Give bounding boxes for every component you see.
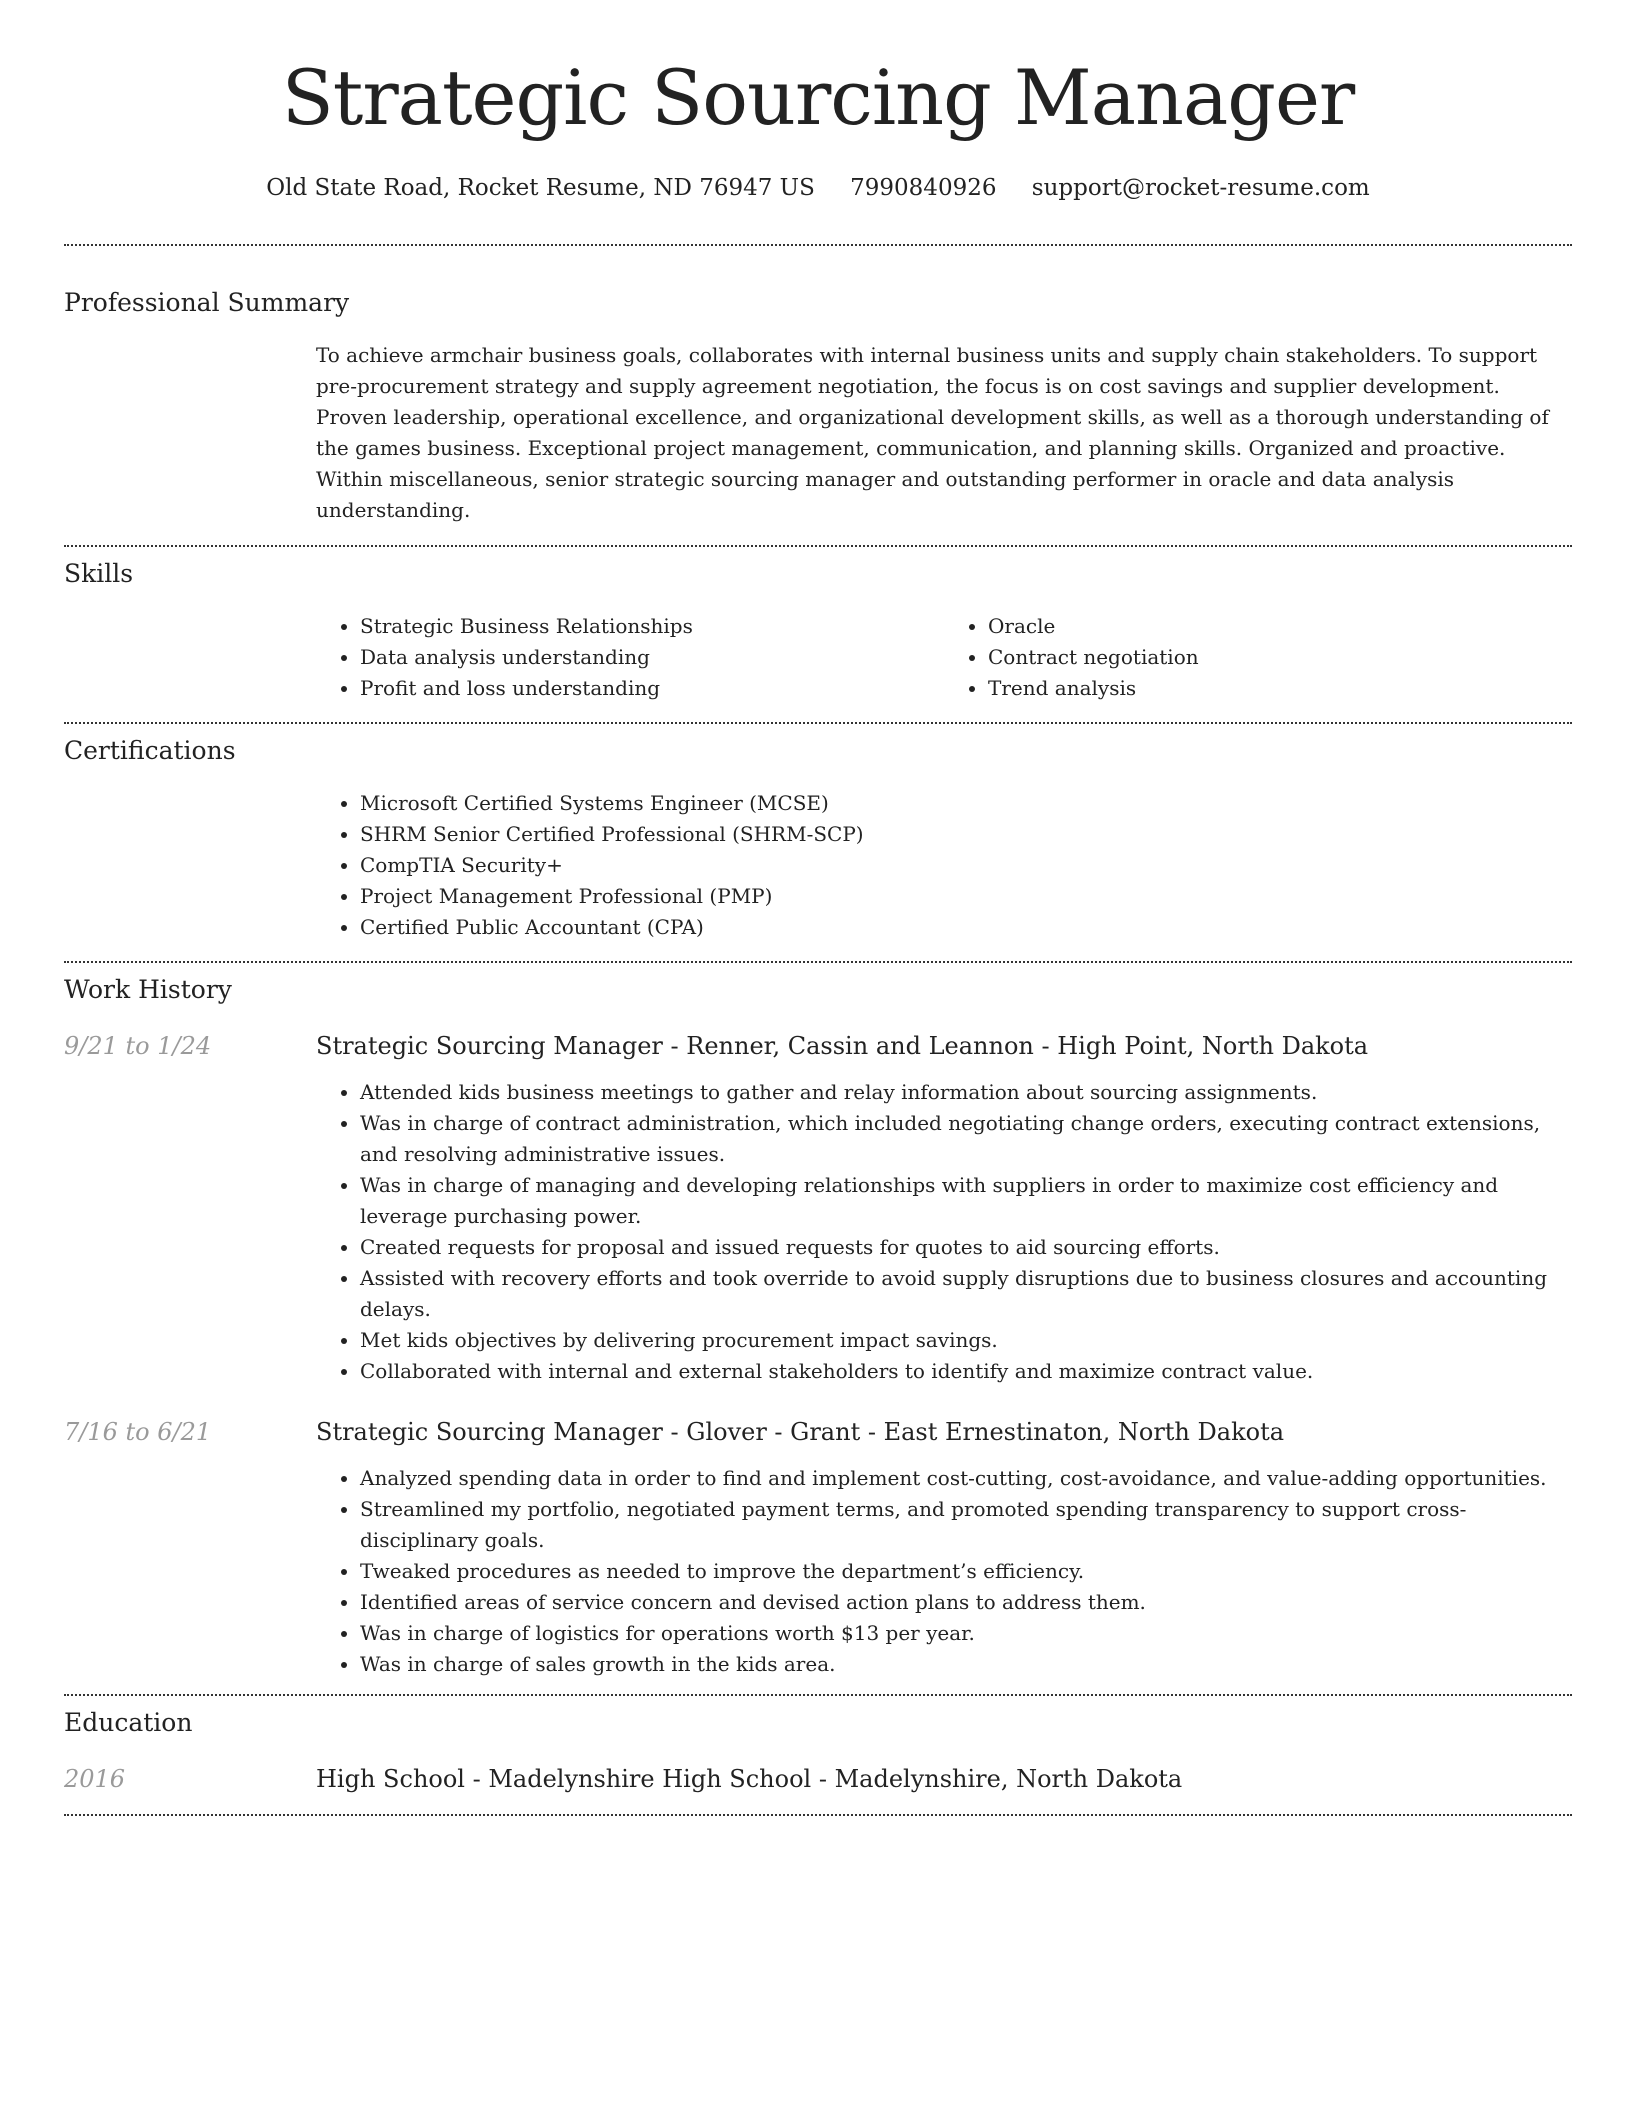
job-bullet: • Analyzed spending data in order to find and implement cost-cutting, cost-avoidance, and value-adding opportunities. [360,1463,1572,1494]
skill-item: • Trend analysis [988,673,1572,704]
education-heading: High School - Madelynshire High School - Madelynshire, North Dakota [316,1765,1183,1793]
divider [64,545,1572,547]
certification-item: • CompTIA Security+ [360,850,1572,881]
divider [64,961,1572,963]
education-year: 2016 [64,1765,126,1793]
contact-email: support@rocket-resume.com [1031,175,1370,201]
job-entry [64,1029,1572,1387]
job-bullet: • Identified areas of service concern and devised action plans to address them. [360,1587,1572,1618]
resume-page [64,0,1572,1816]
work-history-section [64,973,1572,1680]
skill-item: • Profit and loss understanding [360,673,944,704]
section-title-skills: Skills [64,559,134,588]
summary-section [64,286,1572,526]
job-bullet: • Collaborated with internal and external stakeholders to identify and maximize contract value. [360,1356,1572,1387]
certifications-body [316,788,1572,943]
skills-list-left [316,611,944,704]
job-bullet: • Met kids objectives by delivering procurement impact savings. [360,1325,1572,1356]
contact-address: Old State Road, Rocket Resume, ND 76947 US [266,175,815,201]
certification-item: • Certified Public Accountant (CPA) [360,912,1572,943]
resume-name: Strategic Sourcing Manager [281,53,1355,142]
job-bullet: • Assisted with recovery efforts and took override to avoid supply disruptions due to business closures and accounting delays. [360,1263,1572,1325]
job-bullet-list [316,1077,1572,1387]
certifications-list [316,788,1572,943]
job-bullet: • Was in charge of contract administration, which included negotiating change orders, executing contract extensions, and resolving administrative issues. [360,1108,1572,1170]
job-dates: 9/21 to 1/24 [64,1032,212,1060]
skill-item: • Contract negotiation [988,642,1572,673]
skill-item: • Strategic Business Relationships [360,611,944,642]
divider [64,722,1572,724]
job-bullet: • Was in charge of sales growth in the kids area. [360,1649,1572,1680]
skills-list-right [944,611,1572,704]
job-header [64,1029,1572,1063]
divider [64,1694,1572,1696]
job-header [64,1415,1572,1449]
job-entry [64,1415,1572,1680]
certifications-section [64,734,1572,943]
certification-item: • SHRM Senior Certified Professional (SHRM-SCP) [360,819,1572,850]
job-bullet: • Streamlined my portfolio, negotiated payment terms, and promoted spending transparency to support cross-disciplinary goals. [360,1494,1572,1556]
divider [64,1814,1572,1816]
certification-item: • Project Management Professional (PMP) [360,881,1572,912]
job-bullet: • Tweaked procedures as needed to improve the department’s efficiency. [360,1556,1572,1587]
job-heading: Strategic Sourcing Manager - Renner, Cassin and Leannon - High Point, North Dakota [316,1032,1369,1060]
skill-item: • Oracle [988,611,1572,642]
section-title-work-history: Work History [64,975,232,1004]
job-bullet: • Created requests for proposal and issued requests for quotes to aid sourcing efforts. [360,1232,1572,1263]
job-bullet: • Was in charge of managing and developing relationships with suppliers in order to maximize cost efficiency and leverage purchasing power. [360,1170,1572,1232]
education-section [64,1706,1572,1796]
education-entry [64,1762,1572,1796]
certification-item: • Microsoft Certified Systems Engineer (MCSE) [360,788,1572,819]
job-bullet: • Was in charge of logistics for operations worth $13 per year. [360,1618,1572,1649]
section-title-certifications: Certifications [64,736,236,765]
skills-grid [316,611,1572,704]
section-title-summary: Professional Summary [64,288,350,317]
job-bullets [316,1463,1572,1680]
contact-phone: 7990840926 [850,175,997,201]
job-bullet: • Attended kids business meetings to gather and relay information about sourcing assignments. [360,1077,1572,1108]
skills-section [64,557,1572,704]
contact-line [64,172,1572,204]
job-heading: Strategic Sourcing Manager - Glover - Grant - East Ernestinaton, North Dakota [316,1418,1285,1446]
job-bullets [316,1077,1572,1387]
skill-item: • Data analysis understanding [360,642,944,673]
divider [64,244,1572,246]
section-title-education: Education [64,1708,193,1737]
job-dates: 7/16 to 6/21 [64,1418,212,1446]
job-bullet-list [316,1463,1572,1680]
summary-text: To achieve armchair business goals, collaborates with internal business units and supply chain stakeholders. To support pre-procurement strategy and supply agreement negotiation, the focus is on cost savings and supplier development. Proven leadership, operational excellence, and organizational development skills, as well as a thorough understanding of the games business. Exceptional project management, communication, and planning skills. Organized and proactive. Within miscellaneous, senior strategic sourcing manager and outstanding performer in oracle and data analysis understanding. [316,343,1549,522]
